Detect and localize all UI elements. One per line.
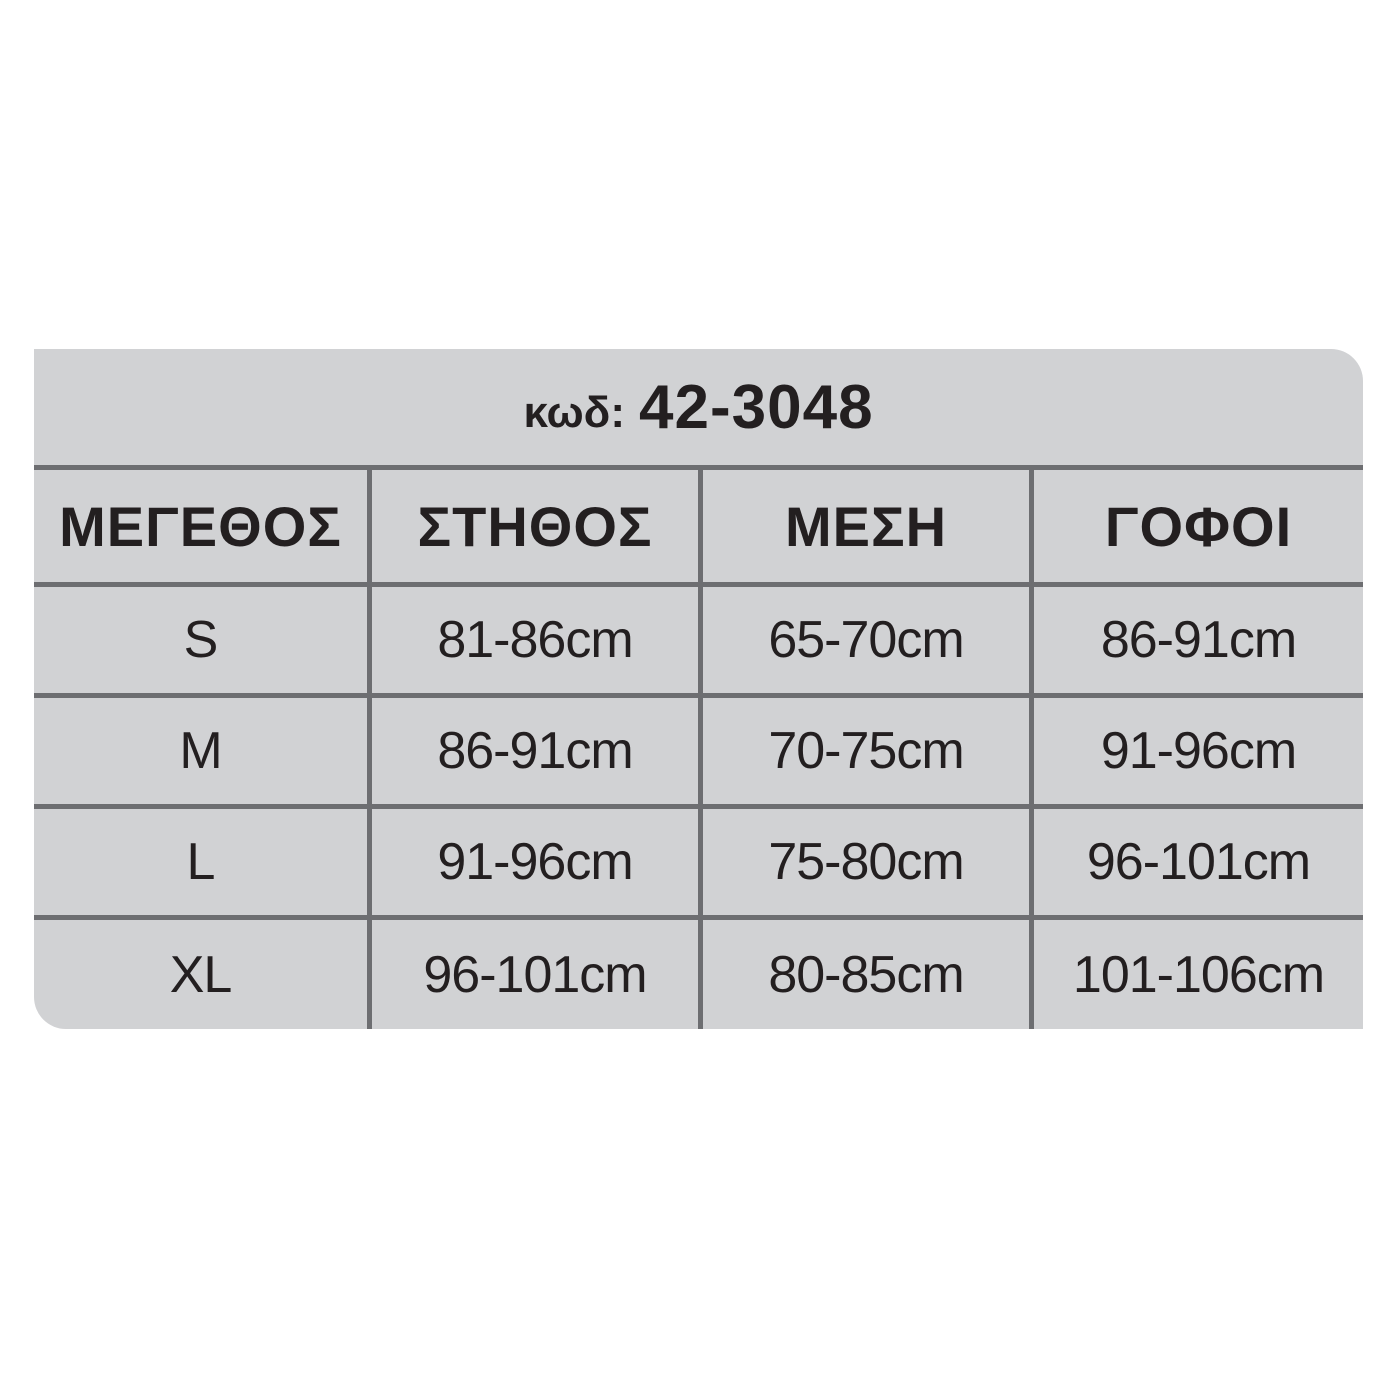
cell-chest: 91-96cm — [437, 833, 633, 891]
cell-hips: 91-96cm — [1100, 722, 1297, 780]
cell-hips: 101-106cm — [1072, 945, 1325, 1004]
header-hips: ΓΟΦΟΙ — [1104, 494, 1293, 558]
cell-waist: 65-70cm — [768, 611, 964, 669]
size-chart-card — [34, 349, 1363, 1029]
product-code — [34, 349, 1363, 465]
header-size: ΜΕΓΕΘΟΣ — [59, 494, 342, 558]
cell-hips: 86-91cm — [1100, 611, 1297, 669]
cell-waist: 80-85cm — [768, 945, 964, 1004]
header-waist: ΜΕΣΗ — [784, 494, 948, 558]
cell-waist: 75-80cm — [768, 833, 964, 891]
product-code-label: κωδ: — [523, 388, 626, 437]
cell-hips: 96-101cm — [1086, 833, 1311, 891]
cell-size: M — [179, 722, 222, 780]
cell-chest: 86-91cm — [437, 722, 633, 780]
header-chest: ΣΤΗΘΟΣ — [417, 494, 653, 558]
cell-size: S — [183, 611, 218, 669]
cell-waist: 70-75cm — [768, 722, 964, 780]
cell-size: L — [186, 833, 215, 891]
cell-chest: 96-101cm — [423, 945, 647, 1004]
product-code-value: 42-3048 — [639, 372, 874, 442]
cell-chest: 81-86cm — [437, 611, 633, 669]
cell-size: XL — [169, 945, 232, 1004]
